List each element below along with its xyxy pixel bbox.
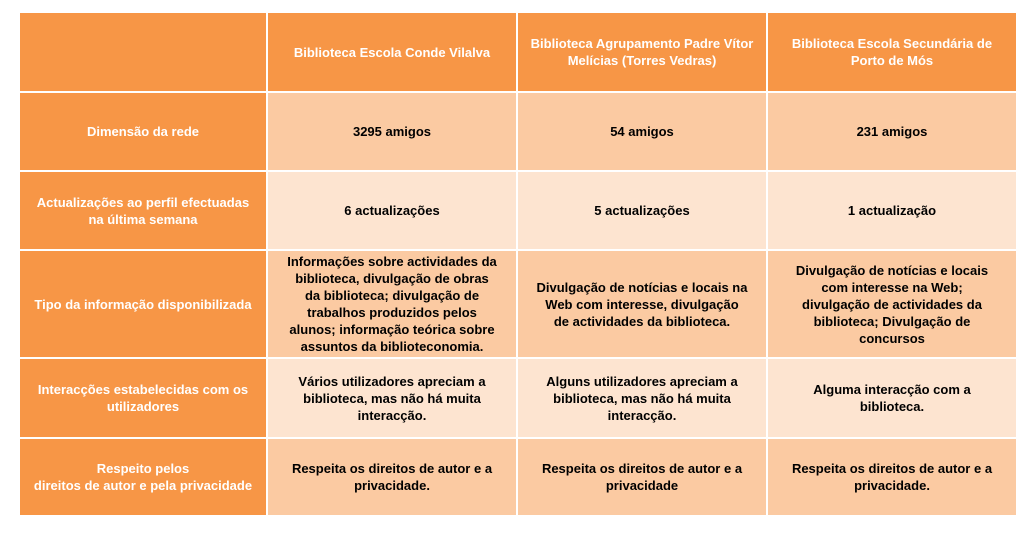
header-cell-conde-vilalva: Biblioteca Escola Conde Vilalva [268, 13, 516, 91]
table-cell: 3295 amigos [268, 93, 516, 170]
table-cell: 54 amigos [518, 93, 766, 170]
table-cell: Respeita os direitos de autor e a privacidade [518, 439, 766, 515]
row-label-respeito: Respeito pelos direitos de autor e pela privacidade [20, 439, 266, 515]
table-cell: 5 actualizações [518, 172, 766, 249]
table-cell: 1 actualização [768, 172, 1016, 249]
table-cell: Divulgação de notícias e locais na Web com interesse, divulgação de actividades da biblioteca. [518, 251, 766, 357]
table-cell: Vários utilizadores apreciam a biblioteca, mas não há muita interacção. [268, 359, 516, 437]
row-label-interaccoes: Interacções estabelecidas com os utilizadores [20, 359, 266, 437]
table-cell: Respeita os direitos de autor e a privacidade. [768, 439, 1016, 515]
table-cell: Alguns utilizadores apreciam a biblioteca, mas não há muita interacção. [518, 359, 766, 437]
table-cell: 6 actualizações [268, 172, 516, 249]
header-cell-porto-de-mos: Biblioteca Escola Secundária de Porto de Mós [768, 13, 1016, 91]
table-cell: Alguma interacção com a biblioteca. [768, 359, 1016, 437]
table-cell: Divulgação de notícias e locais com interesse na Web; divulgação de actividades da biblioteca; Divulgação de concursos [768, 251, 1016, 357]
table-cell: Respeita os direitos de autor e a privacidade. [268, 439, 516, 515]
row-label-actualizacoes: Actualizações ao perfil efectuadas na última semana [20, 172, 266, 249]
row-label-dimensao: Dimensão da rede [20, 93, 266, 170]
table-cell: Informações sobre actividades da biblioteca, divulgação de obras da biblioteca; divulgação de trabalhos produzidos pelos alunos; informação teórica sobre assuntos da biblioteconomia. [268, 251, 516, 357]
table-cell: 231 amigos [768, 93, 1016, 170]
header-cell-empty [20, 13, 266, 91]
header-cell-padre-vitor-melicias: Biblioteca Agrupamento Padre Vítor Melícias (Torres Vedras) [518, 13, 766, 91]
comparison-table [20, 13, 1010, 515]
row-label-tipo-informacao: Tipo da informação disponibilizada [20, 251, 266, 357]
